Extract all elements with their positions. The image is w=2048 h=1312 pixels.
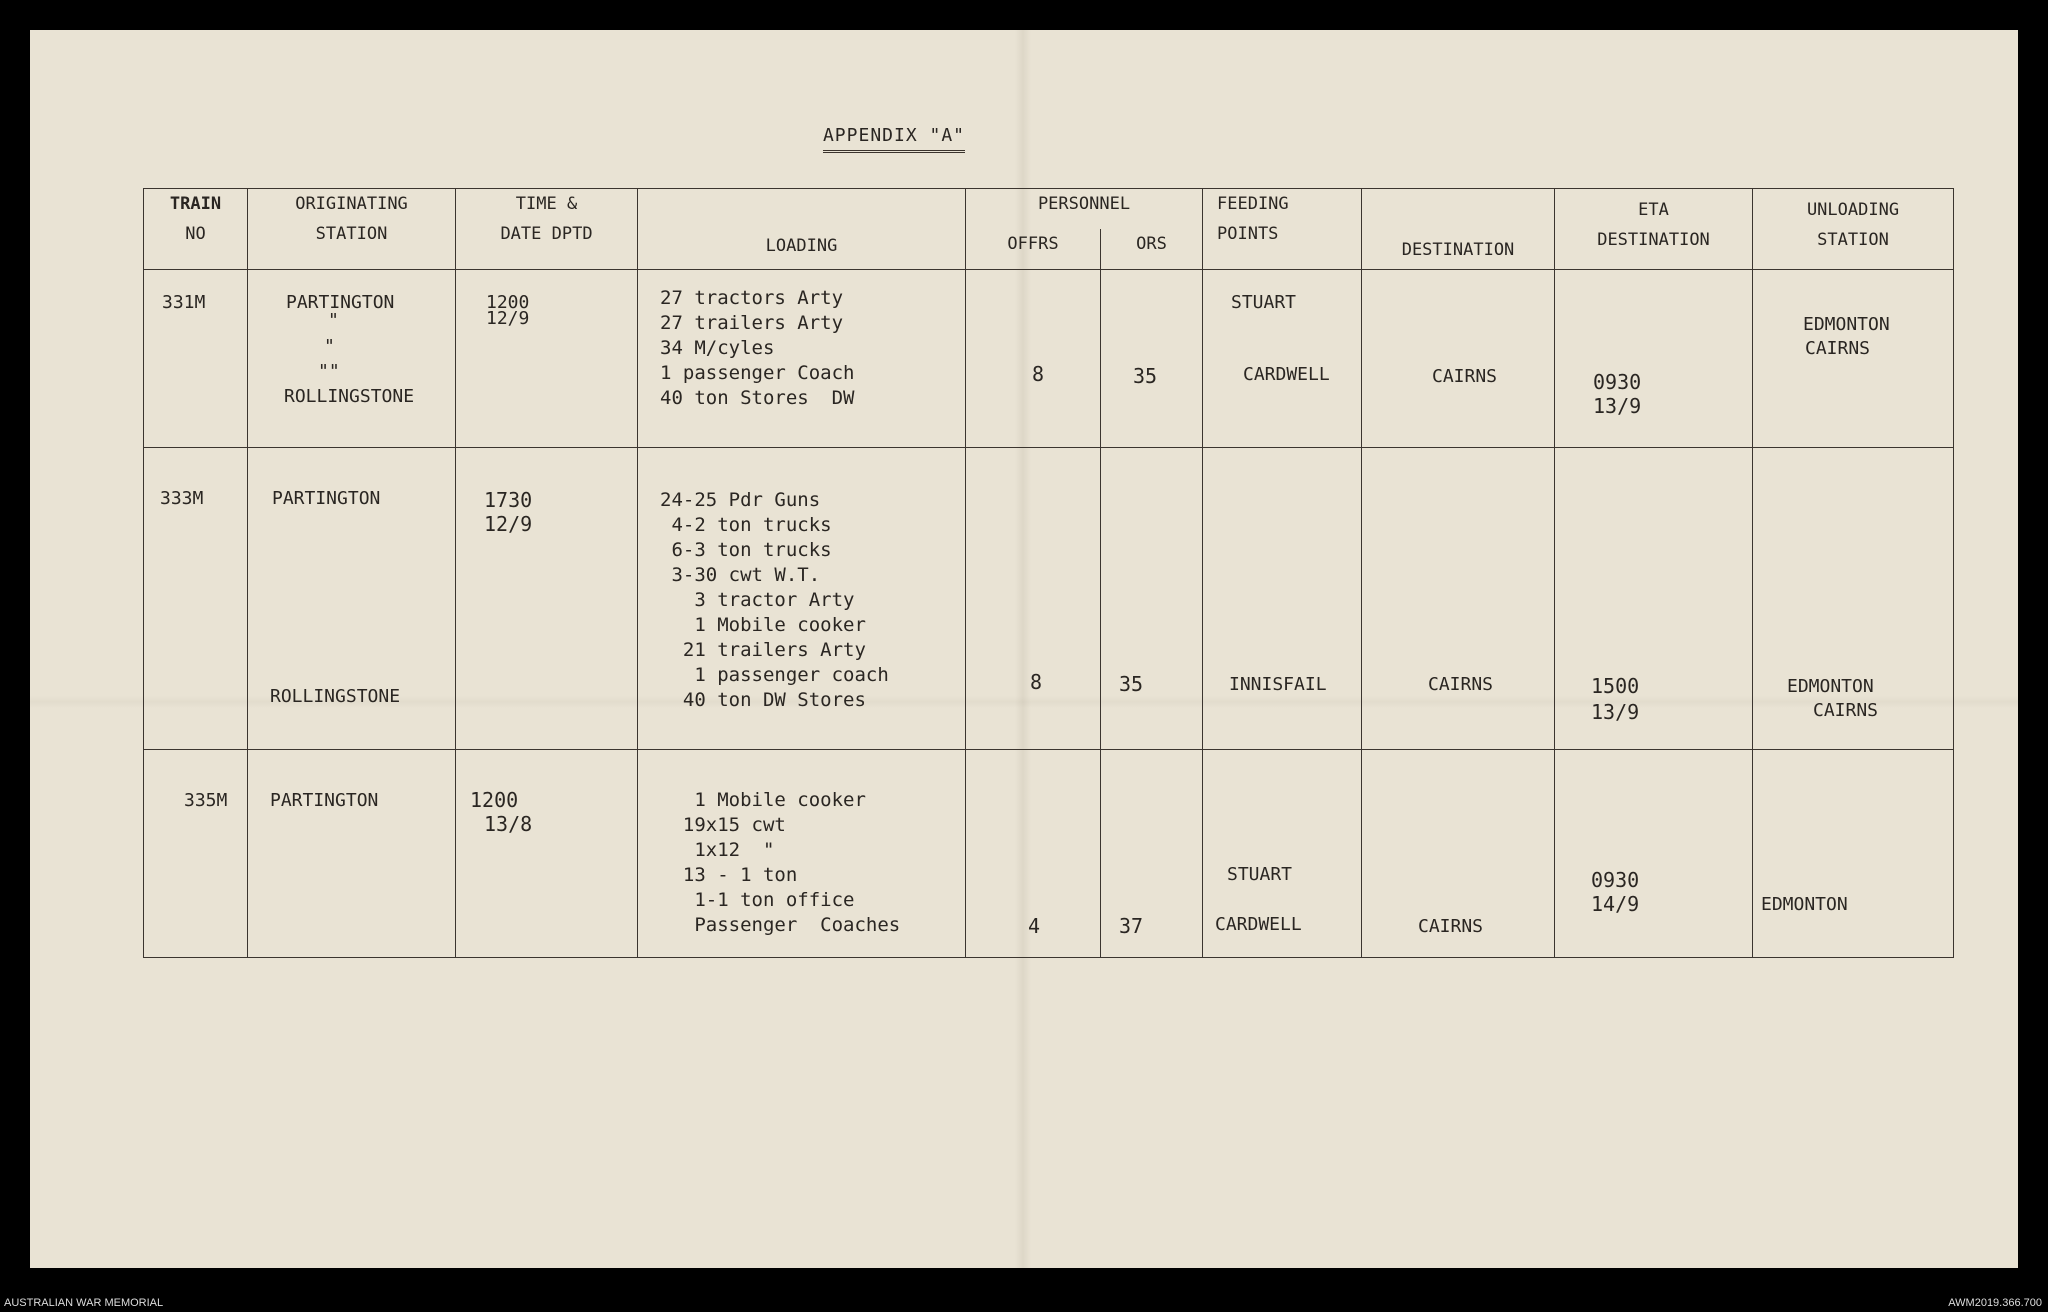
header-feeding-line1: FEEDING <box>1217 194 1289 214</box>
cell-ors <box>1101 448 1203 750</box>
title-text: APPENDIX "A" <box>823 125 965 153</box>
time-value: 1200 <box>470 788 519 812</box>
ors-value: 37 <box>1119 914 1144 938</box>
origin-value: PARTINGTON <box>272 488 381 509</box>
header-time-date <box>456 189 638 270</box>
cell-feeding-points <box>1203 750 1362 958</box>
destination-value: CAIRNS <box>1432 366 1498 387</box>
header-unloading-line2: STATION <box>1817 230 1889 250</box>
eta-date-value: 13/9 <box>1593 394 1642 418</box>
loading-item: 3 tractor Arty <box>660 589 855 611</box>
offrs-value: 4 <box>1028 914 1041 938</box>
loading-item: 1 passenger Coach <box>660 362 855 384</box>
header-eta-line1: ETA <box>1638 200 1669 220</box>
cell-feeding-points <box>1203 270 1362 448</box>
table-row <box>144 750 1954 958</box>
header-offrs <box>966 229 1101 270</box>
date-value: 13/8 <box>484 812 533 836</box>
header-time-line1: TIME & <box>515 194 578 214</box>
header-destination-text: DESTINATION <box>1401 240 1515 260</box>
header-destination <box>1362 189 1555 270</box>
origin-ditto: " <box>324 336 335 357</box>
loading-item: 13 - 1 ton <box>660 864 798 886</box>
header-train-no <box>144 189 248 270</box>
cell-train-no <box>144 750 248 958</box>
cell-originating-station <box>248 270 456 448</box>
ors-value: 35 <box>1133 364 1158 388</box>
ors-value: 35 <box>1119 672 1144 696</box>
loading-item: 40 ton DW Stores <box>660 689 866 711</box>
feeding-value: STUART <box>1227 864 1293 885</box>
header-eta-line2: DESTINATION <box>1597 230 1710 250</box>
train-schedule-table <box>143 188 1954 958</box>
cell-time-date <box>456 750 638 958</box>
loading-item: 4-2 ton trucks <box>660 514 832 536</box>
cell-eta-destination <box>1555 750 1753 958</box>
time-value: 1730 <box>484 488 533 512</box>
header-originating-station <box>248 189 456 270</box>
loading-item: 21 trailers Arty <box>660 639 866 661</box>
cell-destination <box>1362 270 1555 448</box>
train-no-value: 333M <box>160 488 204 509</box>
header-train-line1: TRAIN <box>169 194 222 214</box>
origin-value: PARTINGTON <box>270 790 379 811</box>
table-row <box>144 448 1954 750</box>
cell-destination <box>1362 448 1555 750</box>
loading-item: 27 trailers Arty <box>660 312 844 334</box>
loading-item: 3-30 cwt W.T. <box>660 564 821 586</box>
table-row <box>144 270 1954 448</box>
cell-ors <box>1101 750 1203 958</box>
loading-item: 1x12 " <box>660 839 775 861</box>
cell-time-date <box>456 270 638 448</box>
feeding-value: CARDWELL <box>1243 364 1330 385</box>
loading-list <box>638 270 965 411</box>
cell-originating-station <box>248 750 456 958</box>
destination-value: CAIRNS <box>1418 916 1484 937</box>
cell-unloading-station <box>1753 750 1954 958</box>
header-personnel <box>966 189 1203 230</box>
loading-list <box>638 750 965 938</box>
cell-loading <box>638 270 966 448</box>
cell-train-no <box>144 448 248 750</box>
eta-time-value: 0930 <box>1593 370 1642 394</box>
header-unloading-station <box>1753 189 1954 270</box>
header-loading <box>638 189 966 270</box>
document-title <box>0 125 1888 146</box>
unloading-value: EDMONTON <box>1803 314 1890 335</box>
loading-item: 34 M/cyles <box>660 337 775 359</box>
loading-item: 1 passenger coach <box>660 664 889 686</box>
cell-train-no <box>144 270 248 448</box>
feeding-value: CARDWELL <box>1215 914 1302 935</box>
origin-value: ROLLINGSTONE <box>270 686 401 707</box>
header-train-line2: NO <box>185 224 206 244</box>
header-ors <box>1101 229 1203 270</box>
eta-time-value: 0930 <box>1591 868 1640 892</box>
loading-item: 1 Mobile cooker <box>660 789 866 811</box>
loading-item: 40 ton Stores DW <box>660 387 855 409</box>
train-no-value: 331M <box>162 292 206 313</box>
date-value: 12/9 <box>486 308 530 329</box>
footer-accession-number: AWM2019.366.700 <box>1948 1297 2042 1309</box>
header-unloading-line1: UNLOADING <box>1806 200 1900 220</box>
origin-value: ROLLINGSTONE <box>284 386 415 407</box>
header-personnel-text: PERSONNEL <box>1037 194 1131 214</box>
loading-item: Passenger Coaches <box>660 914 901 936</box>
unloading-value: EDMONTON <box>1787 676 1874 697</box>
train-no-value: 335M <box>184 790 228 811</box>
offrs-value: 8 <box>1032 362 1045 386</box>
cell-eta-destination <box>1555 270 1753 448</box>
feeding-value: STUART <box>1231 292 1297 313</box>
cell-offrs <box>966 750 1101 958</box>
cell-unloading-station <box>1753 270 1954 448</box>
header-ors-text: ORS <box>1136 234 1167 254</box>
footer-institution: AUSTRALIAN WAR MEMORIAL <box>4 1297 164 1309</box>
origin-ditto: "" <box>318 361 340 382</box>
header-feeding-points <box>1203 189 1362 270</box>
cell-unloading-station <box>1753 448 1954 750</box>
cell-destination <box>1362 750 1555 958</box>
cell-offrs <box>966 448 1101 750</box>
header-orig-line2: STATION <box>315 224 388 244</box>
loading-item: 1 Mobile cooker <box>660 614 866 636</box>
loading-item: 19x15 cwt <box>660 814 786 836</box>
header-offrs-text: OFFRS <box>1007 234 1059 254</box>
unloading-value: CAIRNS <box>1805 338 1871 359</box>
date-value: 12/9 <box>484 512 533 536</box>
eta-date-value: 13/9 <box>1591 700 1640 724</box>
time-value: 1200 <box>486 292 530 313</box>
cell-offrs <box>966 270 1101 448</box>
offrs-value: 8 <box>1030 670 1043 694</box>
cell-loading <box>638 448 966 750</box>
cell-originating-station <box>248 448 456 750</box>
destination-value: CAIRNS <box>1428 674 1494 695</box>
header-eta-destination <box>1555 189 1753 270</box>
header-time-line2: DATE DPTD <box>500 224 593 244</box>
eta-time-value: 1500 <box>1591 674 1640 698</box>
unloading-value: CAIRNS <box>1813 700 1879 721</box>
loading-list <box>638 448 965 713</box>
unloading-value: EDMONTON <box>1761 894 1848 915</box>
loading-item: 24-25 Pdr Guns <box>660 489 821 511</box>
document-page <box>30 30 2018 1268</box>
cell-loading <box>638 750 966 958</box>
cell-feeding-points <box>1203 448 1362 750</box>
header-orig-line1: ORIGINATING <box>295 194 408 214</box>
header-feeding-line2: POINTS <box>1217 224 1279 244</box>
loading-item: 6-3 ton trucks <box>660 539 832 561</box>
eta-date-value: 14/9 <box>1591 892 1640 916</box>
cell-ors <box>1101 270 1203 448</box>
origin-ditto: " <box>328 310 339 331</box>
feeding-value: INNISFAIL <box>1229 674 1327 695</box>
loading-item: 27 tractors Arty <box>660 287 844 309</box>
cell-eta-destination <box>1555 448 1753 750</box>
loading-item: 1-1 ton office <box>660 889 855 911</box>
header-row <box>144 189 1954 230</box>
header-loading-text: LOADING <box>765 236 838 256</box>
cell-time-date <box>456 448 638 750</box>
origin-value: PARTINGTON <box>286 292 395 313</box>
